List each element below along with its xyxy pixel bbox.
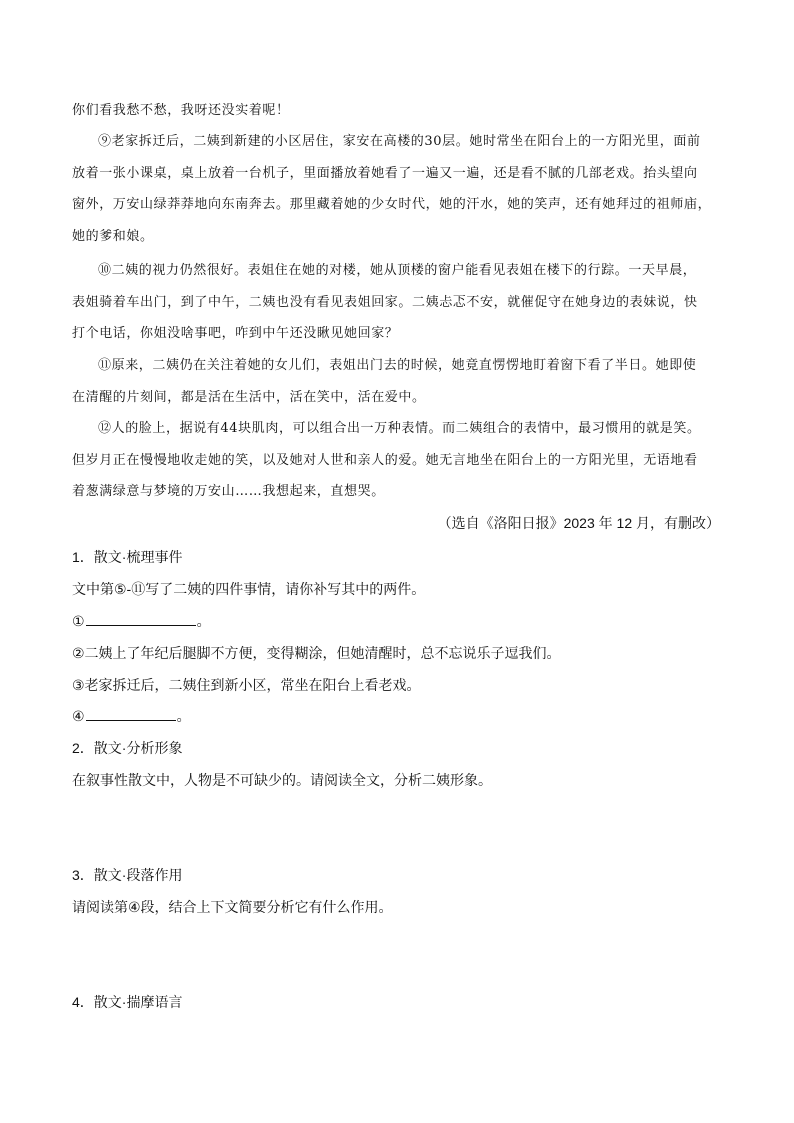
question-3-prompt: 请阅读第④段，结合上下文简要分析它有什么作用。 xyxy=(72,899,393,915)
paragraph-12 xyxy=(72,413,732,508)
passage-line: 放着一张小课桌，桌上放着一台机子，里面播放着她看了一遍又一遍，还是看不腻的几部老戏。抬头望向 xyxy=(72,165,698,181)
question-2-prompt: 在叙事性散文中，人物是不可缺少的。请阅读全文，分析二姨形象。 xyxy=(72,772,492,788)
passage-line: 着葱满绿意与梦境的万安山……我想起来，直想哭。 xyxy=(72,484,385,499)
item-marker: ① xyxy=(72,613,85,629)
paragraph-9 xyxy=(72,126,732,252)
passage-top-line xyxy=(72,95,732,127)
passage-line: ⑨老家拆迁后，二姨到新建的小区居住，家安在高楼的30层。她时常坐在阳台上的一方阳光里，面前 xyxy=(98,134,701,149)
question-1-title: 1．散文·梳理事件 xyxy=(72,549,183,565)
passage-line: 打个电话，你姐没啥事吧，咋到中午还没瞅见她回家？ xyxy=(72,326,399,341)
item-end: 。 xyxy=(196,613,211,629)
answer-line-2: ②二姨上了年纪后腿脚不方便，变得糊涂，但她清醒时，总不忘说乐子逗我们。 xyxy=(72,645,561,661)
question-3-title: 3．散文·段落作用 xyxy=(72,867,183,883)
answer-line-1 xyxy=(72,610,211,632)
answer-line-3: ③老家拆迁后，二姨住到新小区，常坐在阳台上看老戏。 xyxy=(72,677,421,693)
passage-line: 窗外，万安山绿莽莽地向东南奔去。那里藏着她的少女时代，她的汗水，她的笑声，还有她拜过的祖师庙， xyxy=(72,197,712,212)
answer-blank-1[interactable] xyxy=(86,610,196,626)
question-2-title: 2．散文·分析形象 xyxy=(72,740,183,756)
passage-line: ⑪原来，二姨仍在关注着她的女儿们，表姐出门去的时候，她竟直愣愣地盯着窗下看了半日。她即使 xyxy=(98,358,697,373)
passage-line: 她的爹和娘。 xyxy=(72,228,154,244)
question-1-prompt: 文中第⑤-⑪写了二姨的四件事情，请你补写其中的两件。 xyxy=(72,581,426,597)
answer-line-4 xyxy=(72,705,191,727)
passage-line: 但岁月正在慢慢地收走她的笑，以及她对人世和亲人的爱。她无言地坐在阳台上的一方阳光里，无语地看 xyxy=(72,452,698,468)
source-citation: （选自《洛阳日报》2023 年 12 月，有删改） xyxy=(437,515,720,531)
passage-line: ⑩二姨的视力仍然很好。表姐住在她的对楼，她从顶楼的窗户能看见表姐在楼下的行踪。一天早晨， xyxy=(98,263,697,278)
passage-line: ⑫人的脸上，据说有44块肌肉，可以组合出一万种表情。而二姨组合的表情中，最习惯用的就是笑。 xyxy=(98,421,701,436)
answer-blank-4[interactable] xyxy=(86,705,176,721)
paragraph-10 xyxy=(72,255,732,350)
passage-line: 表姐骑着车出门，到了中午，二姨也没有看见表姐回家。二姨忐忑不安，就催促守在她身边的表妹说，快 xyxy=(72,294,698,310)
passage-line: 你们看我愁不愁，我呀还没实着呢！ xyxy=(72,103,290,118)
question-4-title: 4．散文·揣摩语言 xyxy=(72,994,183,1010)
passage-line: 在清醒的片刻间，都是活在生活中，活在笑中，活在爱中。 xyxy=(72,389,426,405)
item-marker: ④ xyxy=(72,708,85,724)
paragraph-11 xyxy=(72,350,732,413)
item-end: 。 xyxy=(176,708,191,724)
